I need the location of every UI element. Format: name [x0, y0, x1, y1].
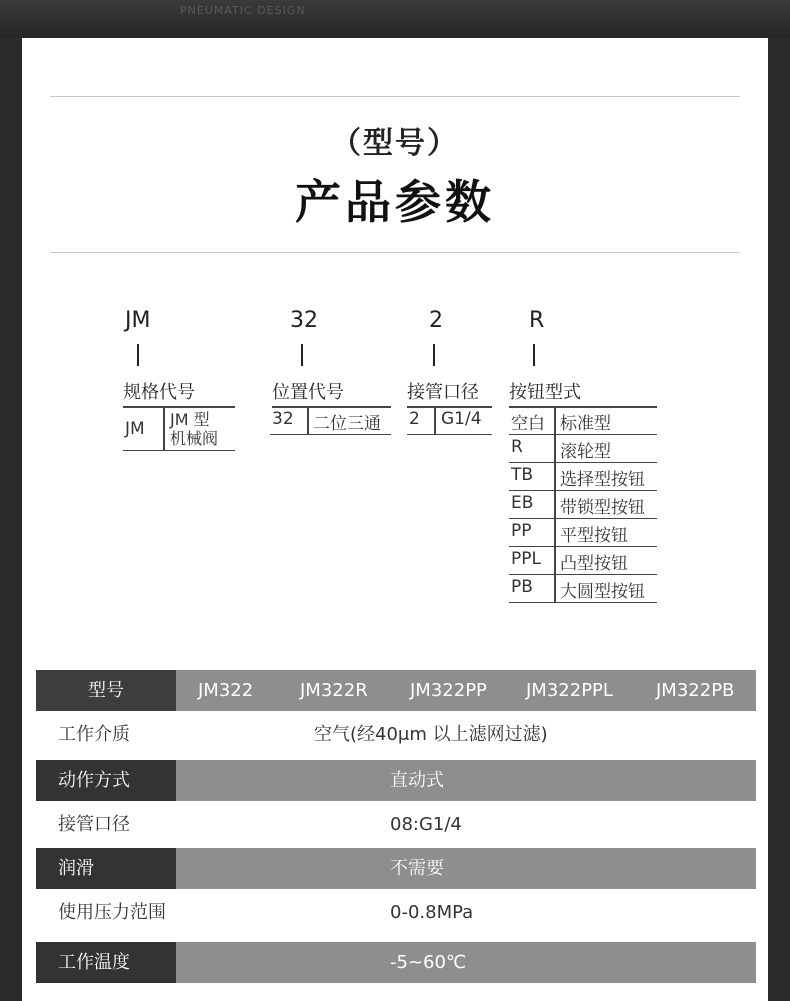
- button-type-code: EB: [511, 493, 534, 513]
- row-label: 工作介质: [58, 724, 130, 745]
- spec-code: JM: [125, 419, 145, 439]
- table-row: [36, 889, 756, 936]
- button-type-code: PPL: [511, 549, 541, 569]
- model-name: JM322: [198, 680, 254, 701]
- cell-separator: [163, 406, 165, 450]
- row-label: 接管口径: [58, 814, 130, 835]
- connector-line: [533, 344, 535, 366]
- spec-desc-line1: JM 型: [170, 410, 210, 429]
- port-cell: [407, 406, 492, 435]
- row-value: 不需要: [390, 858, 444, 879]
- cell-separator: [554, 490, 556, 518]
- button-type-code: 空白: [511, 414, 545, 434]
- button-type-row: [509, 574, 657, 603]
- code-button: R: [529, 308, 545, 333]
- section-title: 产品参数: [295, 175, 495, 229]
- position-group-title: 位置代号: [272, 378, 391, 408]
- position-desc: 二位三通: [313, 414, 381, 434]
- cell-separator: [554, 518, 556, 546]
- button-type-desc: 选择型按钮: [560, 470, 645, 490]
- port-desc: G1/4: [441, 409, 482, 429]
- model-name: JM322PB: [656, 680, 735, 701]
- cell-separator: [554, 574, 556, 602]
- spec-cell: [123, 406, 235, 451]
- button-type-row: [509, 490, 657, 519]
- button-type-row: [509, 406, 657, 435]
- table-row: [36, 801, 756, 848]
- row-value: -5~60℃: [390, 952, 467, 973]
- row-value: 空气(经40μm 以上滤网过滤): [314, 724, 548, 745]
- divider-top: [50, 96, 740, 97]
- cell-separator: [554, 434, 556, 462]
- port-code: 2: [409, 409, 420, 429]
- spec-desc-line2: 机械阀: [170, 429, 219, 448]
- table-row: [36, 942, 756, 983]
- cell-separator: [554, 406, 556, 434]
- row-label: 润滑: [36, 848, 176, 889]
- model-name: JM322PP: [410, 680, 487, 701]
- cell-separator: [307, 406, 309, 434]
- position-code: 32: [272, 409, 294, 429]
- button-type-desc: 凸型按钮: [560, 554, 628, 574]
- button-type-desc: 平型按钮: [560, 526, 628, 546]
- button-type-desc: 标准型: [560, 414, 611, 434]
- code-spec: JM: [125, 308, 151, 333]
- connector-line: [137, 344, 139, 366]
- row-value: 0-0.8MPa: [390, 902, 474, 923]
- button-type-desc: 带锁型按钮: [560, 498, 645, 518]
- button-type-code: PB: [511, 577, 533, 597]
- cell-separator: [554, 462, 556, 490]
- model-name: JM322R: [300, 680, 368, 701]
- model-name: JM322PPL: [526, 680, 613, 701]
- connector-line: [433, 344, 435, 366]
- divider-bottom: [50, 252, 740, 253]
- table-header-row: [36, 670, 756, 711]
- button-type-row: [509, 546, 657, 575]
- port-group-title: 接管口径: [407, 378, 492, 408]
- row-value: 08:G1/4: [390, 814, 462, 835]
- section-subtitle: （型号）: [331, 126, 459, 161]
- table-row: [36, 711, 756, 758]
- row-label: 使用压力范围: [58, 902, 166, 923]
- cell-separator: [554, 546, 556, 574]
- table-row: [36, 848, 756, 889]
- row-label: 动作方式: [36, 760, 176, 801]
- button-type-row: [509, 518, 657, 547]
- position-cell: [270, 406, 391, 435]
- row-value: 直动式: [390, 770, 444, 791]
- spec-group-title: 规格代号: [123, 378, 235, 408]
- button-type-desc: 大圆型按钮: [560, 582, 645, 602]
- button-type-row: [509, 434, 657, 463]
- content-card: [22, 38, 768, 1001]
- code-port: 2: [429, 308, 443, 333]
- code-position: 32: [290, 308, 318, 333]
- button-type-code: TB: [511, 465, 534, 485]
- top-banner: [0, 0, 790, 38]
- button-type-code: R: [511, 437, 523, 457]
- banner-ghost-text: PNEUMATIC DESIGN: [180, 4, 306, 17]
- button-type-code: PP: [511, 521, 532, 541]
- row-label: 工作温度: [36, 942, 176, 983]
- button-type-desc: 滚轮型: [560, 442, 611, 462]
- header-model-label: 型号: [36, 670, 176, 711]
- button-type-row: [509, 462, 657, 491]
- connector-line: [301, 344, 303, 366]
- cell-separator: [434, 406, 436, 434]
- button-group-title: 按钮型式: [509, 378, 657, 408]
- table-row: [36, 760, 756, 801]
